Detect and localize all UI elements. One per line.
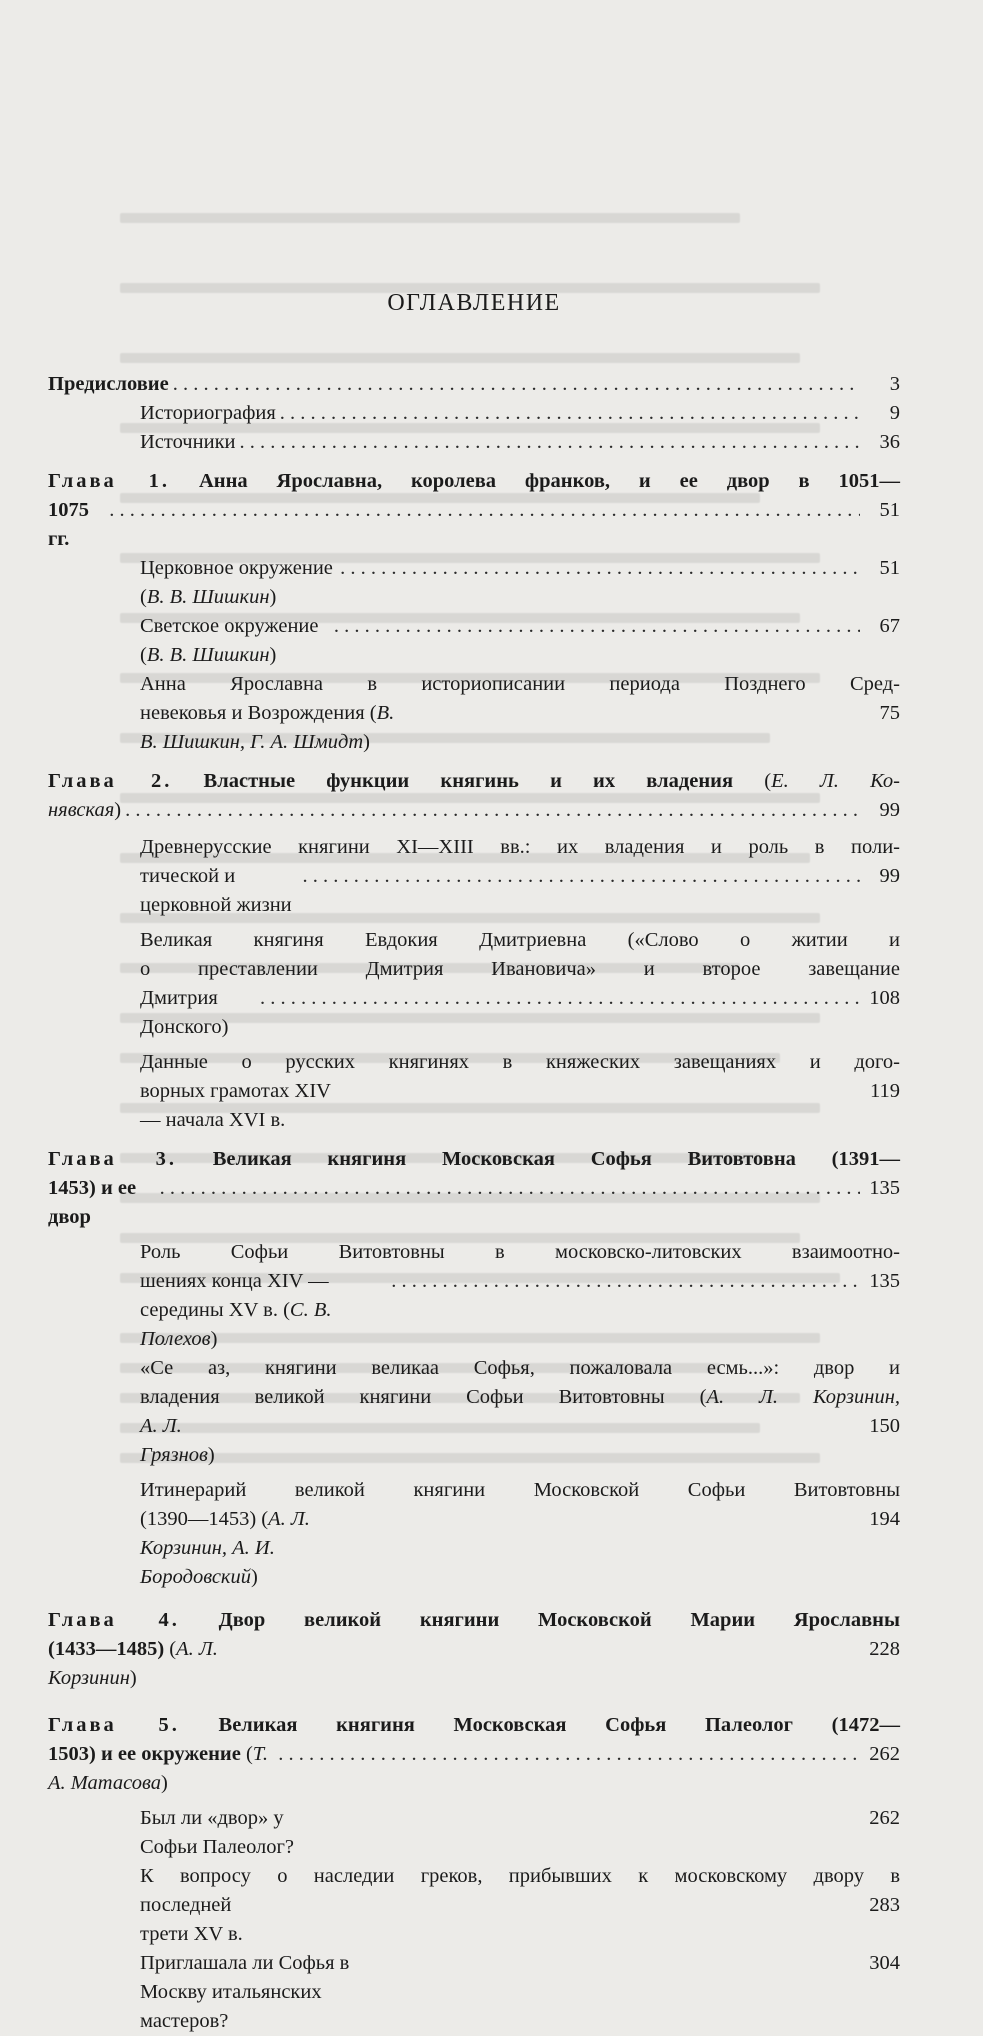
page-title: ОГЛАВЛЕНИЕ xyxy=(387,290,561,316)
chapter-label: Глава 3. xyxy=(48,1148,177,1170)
page-number: 262 xyxy=(869,1743,900,1765)
toc-entry-chapter-5[interactable]: Глава 5. Великая княгиня Московская Софья Палеолог (1472— 1503) и ее окружение (Т. А. Матасова) . . . 262 xyxy=(48,1711,900,1798)
chapter-title-line1: Анна Ярославна, королева франков, и ее двор в 1051— xyxy=(198,470,900,492)
page-number: 67 xyxy=(879,615,900,637)
page-number: 150 xyxy=(869,1415,900,1437)
chapter-title-line1: Двор великой княгини Московской Марии Ярославны xyxy=(218,1609,900,1631)
chapter-label: Глава 5. xyxy=(48,1714,180,1736)
page-number: 304 xyxy=(869,1952,900,1974)
entry-title-line1: Итинерарий великой княгини Московской Софьи Витовтовны xyxy=(140,1479,900,1501)
entry-title-line2: (1390—1453) xyxy=(140,1508,257,1530)
toc-entry-was-there-a-court[interactable] xyxy=(48,1804,900,1862)
toc-entry-chapter-1[interactable] xyxy=(48,467,900,554)
page-number: 194 xyxy=(869,1508,900,1530)
chapter-label: Глава 1. xyxy=(48,470,171,492)
toc-entry-anna-historiography[interactable]: Анна Ярославна в историописании периода Позднего Сред- невековья и Возрождения (В. В. Шишкин, Г. А. Шмидт) 75 xyxy=(48,670,900,757)
page-number: 9 xyxy=(889,402,900,424)
entry-title: Был ли «двор» у Софьи Палеолог? xyxy=(140,1807,295,1858)
entry-title: Предисловие xyxy=(48,373,169,395)
chapter-title-line1: Великая княгиня Московская Софья Витовтовна (1391— xyxy=(212,1148,900,1170)
chapter-title-line2: 1453) и ее двор xyxy=(48,1177,137,1228)
page-number: 36 xyxy=(879,431,900,453)
chapter-author: А. Л. Корзинин xyxy=(48,1638,218,1689)
entry-title-line1: К вопросу о наследии греков, прибывших к московскому двору в xyxy=(140,1865,900,1887)
chapter-title-line2: 1503) и ее окружение xyxy=(48,1743,241,1765)
chapter-title-line1: Властные функции княгинь и их владения xyxy=(203,770,734,792)
entry-author: А. Л. Корзинин, А. И. Бородовский xyxy=(140,1508,310,1588)
entry-title-line1: «Се аз, княгини великаа Софья, пожаловала есмь...»: двор и xyxy=(140,1357,900,1379)
entry-title-line2: невековья и Возрождения xyxy=(140,702,365,724)
entry-title: Светское окружение xyxy=(140,615,319,637)
entry-author: В. В. Шишкин xyxy=(146,644,270,666)
entry-title-line3: Дмитрия Донского) xyxy=(140,987,229,1038)
toc-entry-se-az[interactable]: «Се аз, княгини великаа Софья, пожаловала есмь...»: двор и владения великой княгини Софьи Витовтовны (А. Л. Корзинин, А. Л. Грязнов) 150 xyxy=(48,1354,900,1470)
page-number: 108 xyxy=(869,987,900,1009)
toc-entry-sources[interactable] xyxy=(48,428,900,457)
page-number: 51 xyxy=(879,499,900,521)
page-number: 75 xyxy=(879,702,900,724)
toc-entry-chapter-3[interactable] xyxy=(48,1145,900,1232)
entry-author-line3: А. Л. Грязнов xyxy=(140,1415,208,1466)
toc-entry-old-russian-princesses[interactable] xyxy=(48,833,900,920)
chapter-author-head: Е. Л. Ко- xyxy=(771,770,900,792)
entry-author: С. В. Полехов xyxy=(140,1299,332,1350)
table-of-contents xyxy=(48,370,900,2036)
page-number: 262 xyxy=(869,1807,900,1829)
chapter-label: Глава 4. xyxy=(48,1609,180,1631)
entry-author: А. Л. Корзинин, xyxy=(706,1386,900,1408)
entry-title-line1: Данные о русских княгинях в княжеских завещаниях и дого- xyxy=(140,1051,900,1073)
toc-entry-preface[interactable] xyxy=(48,370,900,399)
entry-title-line1: Роль Софьи Витовтовны в московско-литовских взаимоотно- xyxy=(140,1241,900,1263)
toc-entry-italian-masters[interactable] xyxy=(48,1949,900,2036)
entry-title-line2: последней трети XV в. xyxy=(140,1894,243,1945)
toc-entry-princesses-in-testaments[interactable] xyxy=(48,1048,900,1135)
toc-entry-church-circle[interactable]: Церковное окружение (В. В. Шишкин) . . . 51 xyxy=(48,554,900,612)
toc-entry-sofia-role[interactable]: Роль Софьи Витовтовны в московско-литовских взаимоотно- шениях конца XIV — середины XV в. (С. В. Полехов) . . . 135 xyxy=(48,1238,900,1354)
toc-entry-chapter-4[interactable]: Глава 4. Двор великой княгини Московской Марии Ярославны (1433—1485) (А. Л. Корзинин) 228 xyxy=(48,1609,900,1689)
chapter-title-line1: Великая княгиня Московская Софья Палеолог (1472— xyxy=(218,1714,900,1736)
chapter-author-tail: нявская xyxy=(48,799,115,821)
entry-title-line1: Великая княгиня Евдокия Дмитриевна («Слово о житии и xyxy=(140,929,900,951)
entry-author: В. В. Шишкин xyxy=(146,586,270,608)
page-number: 51 xyxy=(879,557,900,579)
toc-entry-evdokia[interactable] xyxy=(48,926,900,1042)
chapter-title-line2: 1075 гг. xyxy=(48,499,89,550)
entry-author: В. В. Шишкин, Г. А. Шмидт xyxy=(140,702,395,753)
entry-title: Церковное окружение xyxy=(140,557,333,579)
entry-title-line2: шениях конца XIV — середины XV в. xyxy=(140,1270,329,1321)
entry-title-line1: Анна Ярославна в историописании периода Позднего Сред- xyxy=(140,673,900,695)
page-number: 99 xyxy=(879,799,900,821)
entry-title-line2: тической и церковной жизни xyxy=(140,865,292,916)
page-number: 228 xyxy=(869,1638,900,1660)
toc-entry-chapter-2[interactable]: Глава 2. Властные функции княгинь и их владения (Е. Л. Ко- нявская) . . . 99 xyxy=(48,767,900,825)
entry-title-line2: владения великой княгини Софьи Витовтовны xyxy=(140,1386,665,1408)
toc-entry-historiography[interactable] xyxy=(48,399,900,428)
toc-entry-itinerary[interactable]: Итинерарий великой княгини Московской Софьи Витовтовны (1390—1453) (А. Л. Корзинин, А. И. Бородовский) 194 xyxy=(48,1476,900,1592)
entry-title-line2: о преставлении Дмитрия Ивановича» и второе завещание xyxy=(140,958,900,980)
chapter-title-line2: (1433—1485) xyxy=(48,1638,165,1660)
toc-entry-greek-legacy[interactable] xyxy=(48,1862,900,1949)
chapter-label: Глава 2. xyxy=(48,770,173,792)
page-number: 135 xyxy=(869,1270,900,1292)
page-number: 135 xyxy=(869,1177,900,1199)
chapter-author: Т. А. Матасова xyxy=(48,1743,269,1794)
entry-title: Приглашала ли Софья в Москву итальянских мастеров? xyxy=(140,1952,350,2032)
page-number: 99 xyxy=(879,865,900,887)
page-number: 119 xyxy=(870,1080,900,1102)
entry-title-line2: ворных грамотах XIV — начала XVI в. xyxy=(140,1080,331,1131)
entry-title-line1: Древнерусские княгини XI—XIII вв.: их владения и роль в поли- xyxy=(140,836,900,858)
page-number: 3 xyxy=(889,373,900,395)
entry-title: Историография xyxy=(140,402,276,424)
toc-entry-secular-circle[interactable]: Светское окружение (В. В. Шишкин) . . . 67 xyxy=(48,612,900,670)
entry-title: Источники xyxy=(140,431,236,453)
page-number: 283 xyxy=(869,1894,900,1916)
